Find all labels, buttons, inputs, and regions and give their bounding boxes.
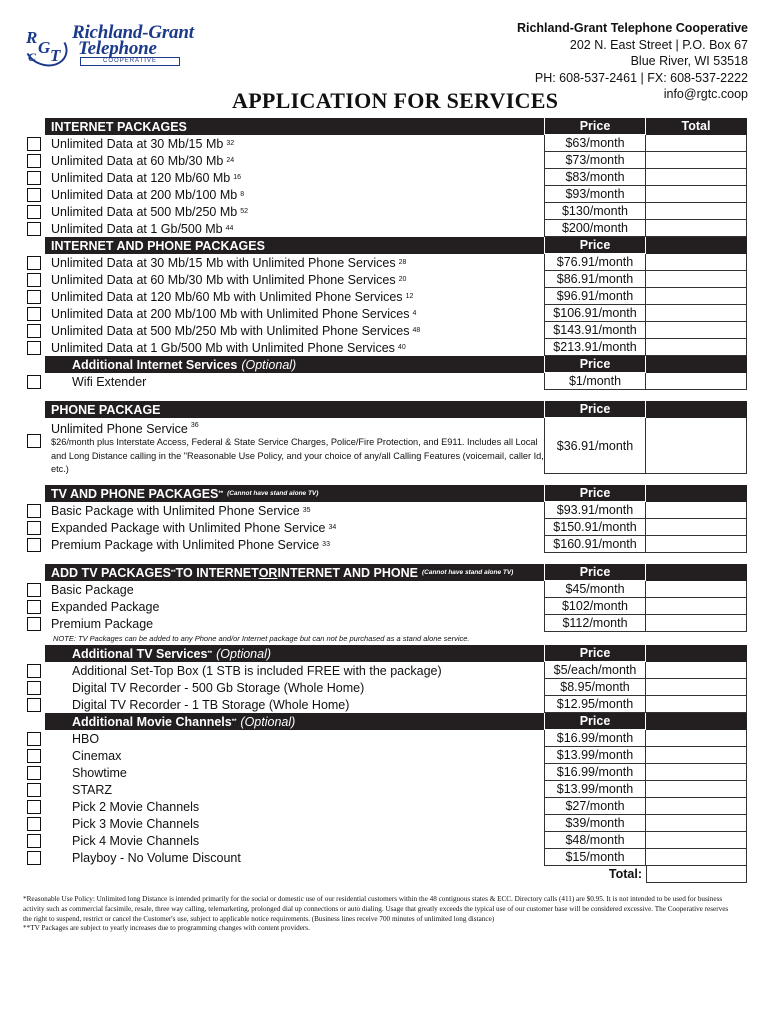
service-row [27, 536, 747, 553]
phone-title: PHONE PACKAGE [51, 402, 161, 417]
service-price: $63/month [544, 135, 646, 152]
service-total-field[interactable] [646, 662, 747, 679]
service-price: $106.91/month [544, 305, 646, 322]
service-price: $16.99/month [544, 730, 646, 747]
service-total-field[interactable] [646, 339, 747, 356]
service-code: 20 [398, 276, 407, 283]
movies-title: Additional Movie Channels ** (Optional) [72, 714, 296, 729]
service-row [27, 764, 747, 781]
service-checkbox[interactable] [27, 817, 41, 831]
service-row [27, 519, 747, 536]
service-checkbox[interactable] [27, 256, 41, 270]
internet-phone-title: INTERNET AND PHONE PACKAGES [51, 238, 265, 253]
service-price: $76.91/month [544, 254, 646, 271]
service-label: Unlimited Phone Service $^{36}$ $26/month plus Interstate Access, Federal & State Service Charges, Police/Fire Protection, and E911. Includes all Local and Long Distance calling in the "Reasonable Use Policy, and your choice of any/all Calling Features (voicemail, caller Id, etc.) [51, 422, 544, 474]
service-total-field[interactable] [646, 536, 747, 553]
service-row [27, 747, 747, 764]
service-total-field[interactable] [646, 519, 747, 536]
service-price: $143.91/month [544, 322, 646, 339]
internet-title: INTERNET PACKAGES [51, 119, 187, 134]
service-code: 32 [226, 140, 235, 147]
movies-header [27, 713, 747, 730]
service-checkbox[interactable] [27, 521, 41, 535]
rgtc-logo: R G T C Richland-Grant Telephone COOPERATIVE [22, 20, 202, 72]
service-checkbox[interactable] [27, 583, 41, 597]
service-checkbox[interactable] [27, 749, 41, 763]
service-label: Playboy - No Volume Discount [72, 850, 241, 865]
service-price: $27/month [544, 798, 646, 815]
service-checkbox[interactable] [27, 851, 41, 865]
service-row [27, 322, 747, 339]
service-code: 28 [398, 259, 407, 266]
service-total-field[interactable] [646, 615, 747, 632]
service-code: 33 [322, 541, 330, 548]
service-code: 8 [240, 191, 245, 198]
service-code: 52 [240, 208, 249, 215]
service-row [27, 169, 747, 186]
service-label: Unlimited Data at 1 Gb/500 Mb 44 [51, 221, 234, 236]
footnotes [23, 895, 733, 934]
service-checkbox[interactable] [27, 800, 41, 814]
total-column-header [646, 356, 747, 373]
add-tv-services-title: Additional TV Services ** (Optional) [72, 646, 272, 661]
letterhead [0, 0, 770, 118]
service-row [27, 288, 747, 305]
service-label: Basic Package with Unlimited Phone Service 35 [51, 503, 311, 518]
total-column-header: Total [646, 118, 747, 135]
service-total-field[interactable] [646, 849, 747, 866]
service-checkbox[interactable] [27, 154, 41, 168]
coop-name: Richland-Grant Telephone Cooperative [516, 21, 748, 35]
add-tv-header [27, 564, 747, 581]
service-total-field[interactable] [646, 169, 747, 186]
service-label: Cinemax [72, 748, 122, 763]
phone-details: $26/month plus Interstate Access, Federal & State Service Charges, Police/Fire Protection, and E911. Includes all Local and Long Distance calling in the "Reasonable Use Policy, and your choice of any/all Calling Features (voicemail, caller Id, etc.) [51, 437, 544, 474]
service-label: Unlimited Data at 30 Mb/15 Mb with Unlimited Phone Services 28 [51, 255, 407, 270]
total-column-header [646, 237, 747, 254]
service-code: 40 [397, 344, 406, 351]
coop-address-2: Blue River, WI 53518 [630, 54, 748, 68]
service-total-field[interactable] [646, 798, 747, 815]
service-price: $96.91/month [544, 288, 646, 305]
price-column-header: Price [544, 356, 646, 373]
service-label: Basic Package [51, 582, 134, 597]
service-label: Unlimited Data at 60 Mb/30 Mb 24 [51, 153, 235, 168]
total-column-header [646, 713, 747, 730]
service-label: Unlimited Data at 60 Mb/30 Mb with Unlimited Phone Services 20 [51, 272, 407, 287]
service-row [27, 502, 747, 519]
service-price: $93/month [544, 186, 646, 203]
phone-header [27, 401, 747, 418]
price-column-header: Price [544, 645, 646, 662]
service-checkbox[interactable] [27, 290, 41, 304]
service-checkbox[interactable] [27, 273, 41, 287]
service-total-field[interactable] [646, 322, 747, 339]
service-checkbox[interactable] [27, 171, 41, 185]
service-label: Expanded Package with Unlimited Phone Service 34 [51, 520, 337, 535]
service-price: $86.91/month [544, 271, 646, 288]
service-code: 48 [412, 327, 421, 334]
service-checkbox[interactable] [27, 307, 41, 321]
coop-phone: PH: 608-537-2461 | FX: 608-537-2222 [534, 70, 748, 85]
price-column-header: Price [544, 237, 646, 254]
service-total-field[interactable] [646, 220, 747, 237]
service-price: $12.95/month [544, 696, 646, 713]
service-row [27, 832, 747, 849]
service-price: $36.91/month [544, 418, 646, 474]
service-label: Unlimited Data at 200 Mb/100 Mb with Unlimited Phone Services 4 [51, 306, 417, 321]
service-row [27, 418, 747, 474]
service-row [27, 730, 747, 747]
grand-total-field[interactable] [646, 866, 747, 883]
services-form [27, 118, 747, 883]
service-price: $1/month [544, 373, 646, 390]
service-price: $200/month [544, 220, 646, 237]
service-label: Unlimited Data at 200 Mb/100 Mb 8 [51, 187, 245, 202]
service-row [27, 849, 747, 866]
service-checkbox[interactable] [27, 375, 41, 389]
service-checkbox[interactable] [27, 324, 41, 338]
service-total-field[interactable] [646, 764, 747, 781]
service-code: 36 [190, 422, 199, 429]
service-price: $48/month [544, 832, 646, 849]
service-price: $15/month [544, 849, 646, 866]
service-row [27, 696, 747, 713]
service-row [27, 271, 747, 288]
service-total-field[interactable] [646, 781, 747, 798]
price-column-header: Price [544, 485, 646, 502]
service-code: 12 [405, 293, 414, 300]
service-total-field[interactable] [646, 832, 747, 849]
service-price: $73/month [544, 152, 646, 169]
service-total-field[interactable] [646, 186, 747, 203]
service-total-field[interactable] [646, 581, 747, 598]
service-checkbox[interactable] [27, 664, 41, 678]
internet-header [27, 118, 747, 135]
service-total-field[interactable] [646, 152, 747, 169]
service-label: Unlimited Data at 1 Gb/500 Mb with Unlimited Phone Services 40 [51, 340, 406, 355]
coop-email: info@rgtc.coop [663, 87, 748, 101]
service-price: $13.99/month [544, 781, 646, 798]
service-price: $130/month [544, 203, 646, 220]
service-total-field[interactable] [646, 254, 747, 271]
service-total-field[interactable] [646, 418, 747, 474]
service-row [27, 373, 747, 390]
service-label: Pick 3 Movie Channels [72, 816, 200, 831]
tv-phone-header [27, 485, 747, 502]
service-price: $16.99/month [544, 764, 646, 781]
service-row [27, 615, 747, 632]
service-row [27, 781, 747, 798]
service-row [27, 220, 747, 237]
service-row [27, 135, 747, 152]
service-label: Premium Package with Unlimited Phone Service 33 [51, 537, 330, 552]
service-total-field[interactable] [646, 815, 747, 832]
add-internet-header [27, 356, 747, 373]
service-label: Expanded Package [51, 599, 160, 614]
service-price: $13.99/month [544, 747, 646, 764]
service-checkbox[interactable] [27, 205, 41, 219]
service-checkbox[interactable] [27, 698, 41, 712]
add-tv-title: ADD TV PACKAGES ** TO INTERNET OR INTERNET AND PHONE (Cannot have stand alone TV) [51, 565, 514, 580]
service-label: Premium Package [51, 616, 154, 631]
page-title: APPLICATION FOR SERVICES [232, 88, 559, 113]
service-total-field[interactable] [646, 696, 747, 713]
service-total-field[interactable] [646, 747, 747, 764]
service-label: Pick 4 Movie Channels [72, 833, 200, 848]
service-row [27, 598, 747, 615]
service-price: $112/month [544, 615, 646, 632]
price-column-header: Price [544, 401, 646, 418]
service-total-field[interactable] [646, 203, 747, 220]
service-label: Showtime [72, 765, 127, 780]
service-checkbox[interactable] [27, 538, 41, 552]
service-price: $160.91/month [544, 536, 646, 553]
service-price: $102/month [544, 598, 646, 615]
add-tv-services-header [27, 645, 747, 662]
price-column-header: Price [544, 118, 646, 135]
service-row [27, 815, 747, 832]
service-checkbox[interactable] [27, 137, 41, 151]
service-code: 44 [225, 225, 234, 232]
tv-footnote: **TV Packages are subject to yearly increases due to programming changes with content providers. [23, 924, 310, 933]
service-checkbox[interactable] [27, 504, 41, 518]
service-price: $83/month [544, 169, 646, 186]
internet-phone-header [27, 237, 747, 254]
service-row [27, 339, 747, 356]
service-label: Wifi Extender [72, 374, 147, 389]
service-checkbox[interactable] [27, 222, 41, 236]
service-label: Additional Set-Top Box (1 STB is included FREE with the package) [72, 663, 442, 678]
total-column-header [646, 564, 747, 581]
total-column-header [646, 401, 747, 418]
service-price: $39/month [544, 815, 646, 832]
service-code: 24 [226, 157, 235, 164]
service-checkbox[interactable] [27, 732, 41, 746]
service-price: $5/each/month [544, 662, 646, 679]
service-checkbox[interactable] [27, 766, 41, 780]
service-label: Unlimited Data at 120 Mb/60 Mb 16 [51, 170, 242, 185]
price-column-header: Price [544, 564, 646, 581]
service-checkbox[interactable] [27, 188, 41, 202]
service-total-field[interactable] [646, 305, 747, 322]
service-code: 16 [233, 174, 242, 181]
service-price: $93.91/month [544, 502, 646, 519]
service-row [27, 203, 747, 220]
service-total-field[interactable] [646, 271, 747, 288]
service-checkbox[interactable] [27, 681, 41, 695]
service-row [27, 152, 747, 169]
service-total-field[interactable] [646, 502, 747, 519]
service-label: Pick 2 Movie Channels [72, 799, 200, 814]
service-label: STARZ [72, 782, 113, 797]
service-price: $45/month [544, 581, 646, 598]
service-label: Unlimited Data at 500 Mb/250 Mb 52 [51, 204, 249, 219]
tv-phone-title: TV AND PHONE PACKAGES ** (Cannot have stand alone TV) [51, 486, 319, 501]
service-code: 34 [328, 524, 337, 531]
service-label: Digital TV Recorder - 1 TB Storage (Whole Home) [72, 697, 350, 712]
grand-total-row [27, 866, 747, 883]
service-checkbox[interactable] [27, 617, 41, 631]
service-label: Unlimited Data at 500 Mb/250 Mb with Unlimited Phone Services 48 [51, 323, 421, 338]
service-total-field[interactable] [646, 598, 747, 615]
service-row [27, 254, 747, 271]
service-row [27, 662, 747, 679]
service-price: $150.91/month [544, 519, 646, 536]
service-label: Digital TV Recorder - 500 Gb Storage (Whole Home) [72, 680, 365, 695]
tv-package-note: NOTE: TV Packages can be added to any Phone and/or Internet package but can not be purchased as a stand alone service. [53, 634, 470, 643]
service-total-field[interactable] [646, 373, 747, 390]
coop-address-1: 202 N. East Street | P.O. Box 67 [569, 37, 748, 52]
service-checkbox[interactable] [27, 341, 41, 355]
price-column-header: Price [544, 713, 646, 730]
total-column-header [646, 485, 747, 502]
service-checkbox[interactable] [27, 834, 41, 848]
add-internet-title: Additional Internet Services (Optional) [72, 357, 297, 372]
total-column-header [646, 645, 747, 662]
service-total-field[interactable] [646, 730, 747, 747]
logo-monogram: R G T C [22, 24, 70, 68]
service-row [27, 679, 747, 696]
service-checkbox[interactable] [27, 783, 41, 797]
reasonable-use-footnote: *Reasonable Use Policy: Unlimited long Distance is intended primarily for the social or domestic use of our residential customers within the 48 contiguous states & ECC. Directory calls (411) are $0.95. It is not intended to be used for business activity such as commercial facsimile, resale, three way calling, telemarketing, prolonged dial up connections or auto dialing. Usage that greatly exceeds the typical use of our customer base will be considered excessive. The Cooperative reserves the right to suspend, restrict or cancel the Customer's use, subject to applicable notice requirements. (Business lines receive 700 minutes of unlimited long distance) [23, 895, 729, 923]
service-row [27, 305, 747, 322]
service-price: $8.95/month [544, 679, 646, 696]
service-row [27, 186, 747, 203]
service-total-field[interactable] [646, 288, 747, 305]
grand-total-label: Total: [608, 867, 642, 881]
service-checkbox[interactable] [27, 434, 41, 448]
service-row [27, 798, 747, 815]
service-label: Unlimited Data at 30 Mb/15 Mb 32 [51, 136, 235, 151]
service-total-field[interactable] [646, 135, 747, 152]
service-total-field[interactable] [646, 679, 747, 696]
service-code: 4 [412, 310, 417, 317]
service-checkbox[interactable] [27, 600, 41, 614]
service-label: Unlimited Data at 120 Mb/60 Mb with Unlimited Phone Services 12 [51, 289, 414, 304]
service-label: HBO [72, 731, 100, 746]
service-price: $213.91/month [544, 339, 646, 356]
service-row [27, 581, 747, 598]
service-code: 35 [302, 507, 311, 514]
